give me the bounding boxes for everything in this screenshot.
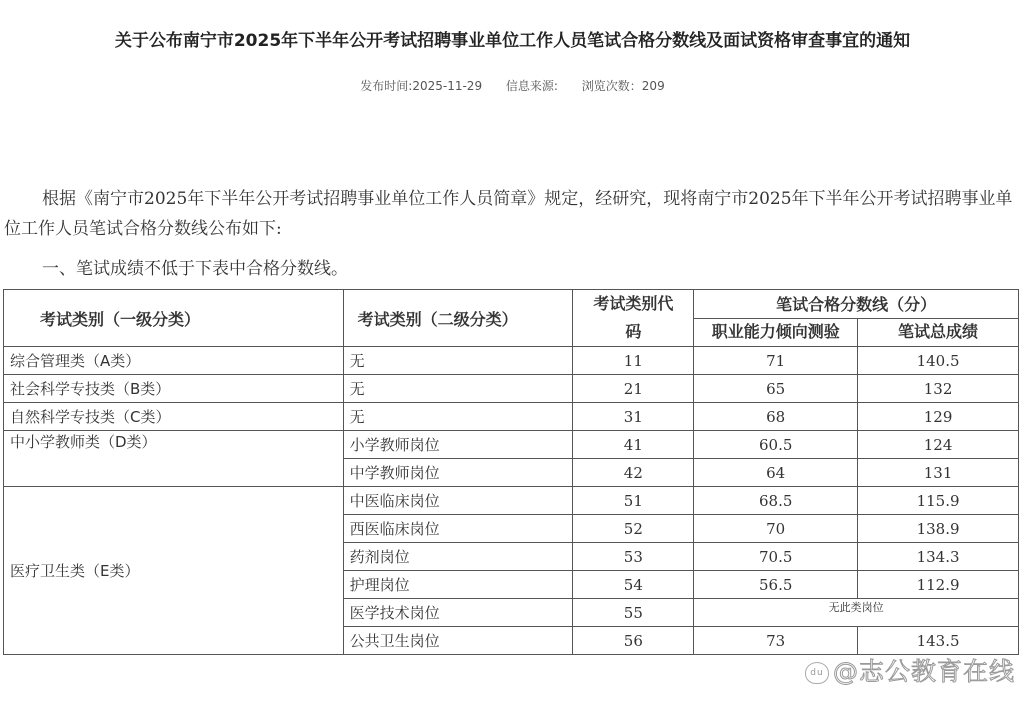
table-header-row	[4, 290, 1019, 319]
code: 42	[573, 459, 694, 487]
table-row	[4, 487, 1019, 515]
total-score: 138.9	[858, 515, 1019, 543]
category-c: 自然科学专技类（C类）	[4, 403, 344, 431]
intro-paragraph: 根据《南宁市2025年下半年公开考试招聘事业单位工作人员简章》规定，经研究，现将南宁市2025年下半年公开考试招聘事业单位工作人员笔试合格分数线公布如下:	[4, 189, 1013, 239]
subcategory: 中学教师岗位	[343, 459, 573, 487]
score-table	[3, 289, 1019, 655]
category-e: 医疗卫生类（E类）	[4, 487, 344, 655]
aptitude-score: 71	[694, 347, 858, 375]
subcategory: 公共卫生岗位	[343, 627, 573, 655]
category-b: 社会科学专技类（B类）	[4, 375, 344, 403]
code: 21	[573, 375, 694, 403]
code: 31	[573, 403, 694, 431]
total-score: 134.3	[858, 543, 1019, 571]
code: 52	[573, 515, 694, 543]
total-score: 143.5	[858, 627, 1019, 655]
total-score: 112.9	[858, 571, 1019, 599]
code: 11	[573, 347, 694, 375]
aptitude-score: 60.5	[694, 431, 858, 459]
total-score: 129	[858, 403, 1019, 431]
total-score: 131	[858, 459, 1019, 487]
aptitude-score: 56.5	[694, 571, 858, 599]
baidu-paw-icon: du	[805, 662, 829, 684]
aptitude-score: 68.5	[694, 487, 858, 515]
code: 41	[573, 431, 694, 459]
subcategory: 中医临床岗位	[343, 487, 573, 515]
subcategory: 医学技术岗位	[343, 599, 573, 627]
header-total: 笔试总成绩	[858, 318, 1019, 347]
header-level1: 考试类别（一级分类）	[4, 290, 344, 347]
info-source: 信息来源:	[505, 79, 558, 93]
table-row	[4, 375, 1019, 403]
category-a: 综合管理类（A类）	[4, 347, 344, 375]
header-level2: 考试类别（二级分类）	[343, 290, 573, 347]
no-position-note: 无此类岗位	[694, 599, 1019, 627]
aptitude-score: 68	[694, 403, 858, 431]
code: 51	[573, 487, 694, 515]
page-title: 关于公布南宁市2025年下半年公开考试招聘事业单位工作人员笔试合格分数线及面试资格审查事宜的通知	[114, 31, 911, 51]
code: 54	[573, 571, 694, 599]
aptitude-score: 70.5	[694, 543, 858, 571]
publish-time: 发布时间:2025-11-29	[360, 79, 483, 93]
code: 56	[573, 627, 694, 655]
table-row	[4, 403, 1019, 431]
subcategory: 西医临床岗位	[343, 515, 573, 543]
aptitude-score: 73	[694, 627, 858, 655]
header-aptitude: 职业能力倾向测验	[694, 318, 858, 347]
watermark	[805, 652, 1015, 688]
subcategory: 药剂岗位	[343, 543, 573, 571]
subcategory: 无	[343, 403, 573, 431]
watermark-text: @志公教育在线	[833, 657, 1016, 686]
table-row	[4, 431, 1019, 459]
subcategory: 小学教师岗位	[343, 431, 573, 459]
subcategory: 无	[343, 347, 573, 375]
code: 53	[573, 543, 694, 571]
article-meta	[0, 77, 1025, 94]
category-d: 中小学教师类（D类）	[4, 431, 344, 487]
table-row	[4, 347, 1019, 375]
total-score: 132	[858, 375, 1019, 403]
view-count: 浏览次数：209	[581, 79, 665, 93]
aptitude-score: 64	[694, 459, 858, 487]
total-score: 124	[858, 431, 1019, 459]
header-score-group: 笔试合格分数线（分）	[694, 290, 1019, 319]
aptitude-score: 70	[694, 515, 858, 543]
total-score: 115.9	[858, 487, 1019, 515]
total-score: 140.5	[858, 347, 1019, 375]
aptitude-score: 65	[694, 375, 858, 403]
subcategory: 无	[343, 375, 573, 403]
code: 55	[573, 599, 694, 627]
section-heading: 一、笔试成绩不低于下表中合格分数线。	[42, 259, 348, 279]
subcategory: 护理岗位	[343, 571, 573, 599]
header-code: 考试类别代码	[573, 290, 694, 347]
